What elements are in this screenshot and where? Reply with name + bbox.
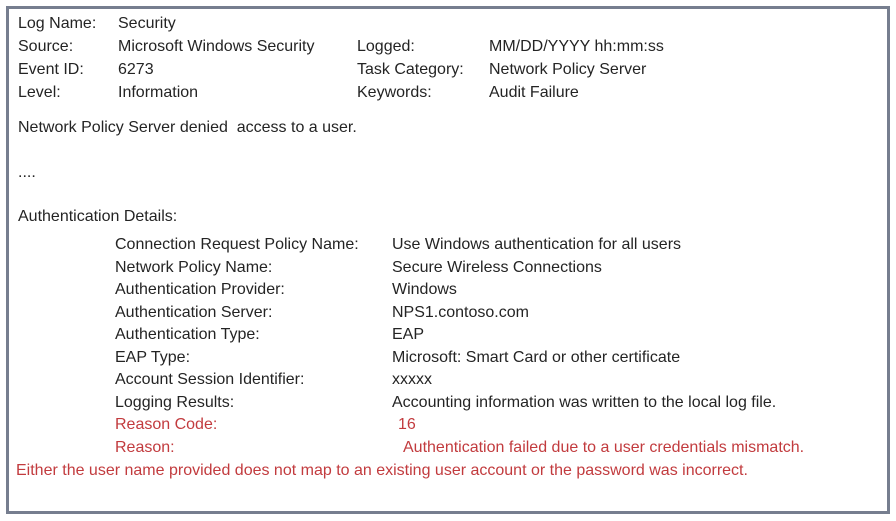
header-row-log-name [18, 12, 879, 35]
detail-value: 16 [398, 416, 416, 433]
authentication-details-list [18, 234, 879, 459]
detail-value: Secure Wireless Connections [392, 258, 602, 276]
detail-value: xxxxx [392, 371, 432, 388]
detail-value: Use Windows authentication for all users [392, 236, 682, 253]
field-label: Keywords: [357, 84, 432, 101]
header-row-level [18, 81, 879, 104]
event-log-content [9, 9, 887, 482]
field-value: Information [118, 84, 199, 101]
field-value: Microsoft Windows Security [118, 38, 315, 55]
header-row-event-id [18, 58, 879, 81]
detail-label: EAP Type: [115, 348, 191, 366]
detail-label: Authentication Server: [115, 303, 273, 321]
detail-value: NPS1.contoso.com [392, 303, 529, 321]
detail-row-network-policy-name [115, 257, 879, 280]
field-label: Source: [18, 38, 74, 55]
detail-label: Reason: [115, 438, 175, 456]
field-value: 6273 [118, 61, 154, 78]
field-value: Audit Failure [489, 84, 579, 101]
detail-row-logging-results [115, 392, 879, 415]
field-value: Security [118, 15, 176, 32]
section-title-authentication-details: Authentication Details: [18, 208, 178, 225]
detail-label: Reason Code: [115, 416, 218, 433]
detail-row-authentication-type [115, 324, 879, 347]
header-row-source [18, 35, 879, 58]
detail-label: Authentication Type: [115, 326, 260, 343]
ellipsis-text: .... [18, 164, 36, 181]
event-log-panel [6, 6, 890, 514]
detail-value: EAP [392, 326, 425, 343]
detail-label: Connection Request Policy Name: [115, 236, 359, 253]
failure-explanation-note: Either the user name provided does not map to an existing user account or the password was incorrect. [16, 462, 748, 479]
field-label: Logged: [357, 38, 415, 55]
detail-row-account-session-identifier [115, 369, 879, 392]
detail-value: Microsoft: Smart Card or other certificate [392, 348, 681, 366]
field-label: Log Name: [18, 15, 97, 32]
field-value: Network Policy Server [489, 61, 647, 78]
event-header [18, 12, 879, 104]
field-label: Event ID: [18, 61, 84, 78]
detail-row-authentication-provider [115, 279, 879, 302]
detail-label: Network Policy Name: [115, 258, 273, 276]
detail-value: Authentication failed due to a user credentials mismatch. [403, 438, 805, 456]
detail-label: Authentication Provider: [115, 281, 285, 298]
field-label [357, 12, 489, 35]
detail-value: Accounting information was written to the local log file. [392, 393, 777, 411]
field-label: Level: [18, 84, 61, 101]
detail-row-connection-request-policy [115, 234, 879, 257]
detail-row-reason-code [115, 414, 879, 437]
detail-value: Windows [392, 281, 457, 298]
field-label: Task Category: [357, 61, 464, 78]
detail-row-eap-type [115, 347, 879, 370]
detail-row-authentication-server [115, 302, 879, 325]
detail-row-reason [115, 437, 879, 460]
field-value [489, 12, 879, 35]
field-value: MM/DD/YYYY hh:mm:ss [489, 38, 664, 55]
event-description: Network Policy Server denied access to a user. [18, 119, 357, 136]
detail-label: Account Session Identifier: [115, 371, 305, 388]
detail-label: Logging Results: [115, 393, 235, 411]
